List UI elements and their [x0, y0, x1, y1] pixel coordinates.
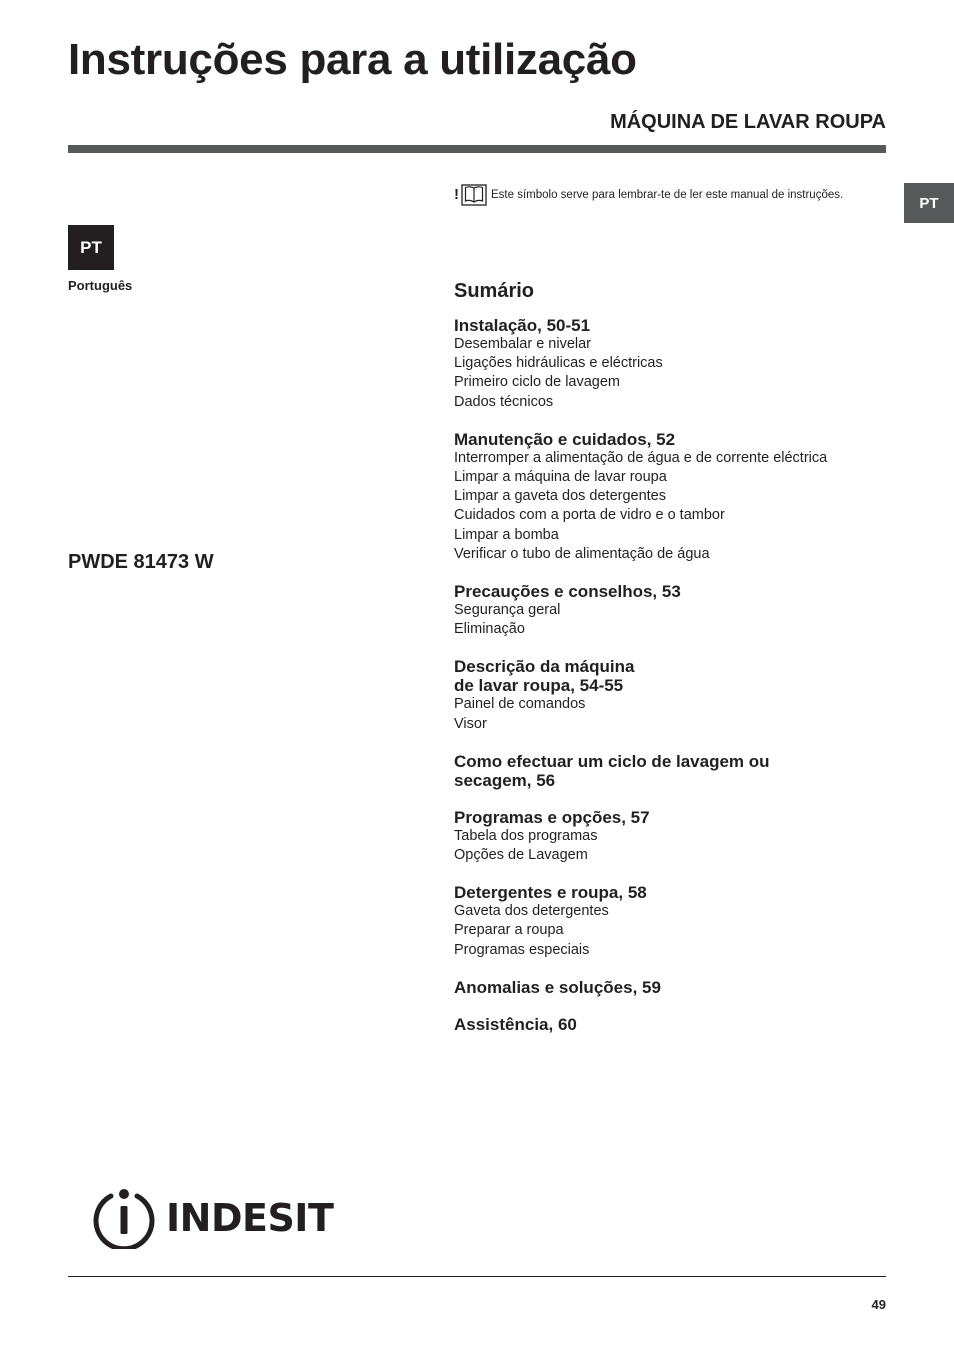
toc-heading: Sumário [454, 280, 535, 302]
toc-section [454, 430, 894, 564]
toc-section [454, 752, 894, 790]
page-title: Instruções para a utilização [68, 35, 637, 84]
toc-item: Gaveta dos detergentes [454, 903, 609, 920]
model-number: PWDE 81473 W [68, 551, 214, 573]
toc-item: Preparar a roupa [454, 922, 564, 939]
indesit-logo-icon [92, 1187, 156, 1249]
language-side-tab: PT [904, 183, 954, 223]
toc-item: Dados técnicos [454, 393, 554, 410]
exclamation-mark: ! [454, 186, 459, 203]
toc-section-title: Assistência, 60 [454, 1014, 577, 1034]
product-type-subtitle: MÁQUINA DE LAVAR ROUPA [610, 111, 886, 133]
toc-item: Cuidados com a porta de vidro e o tambor [454, 507, 725, 524]
toc-item: Limpar a bomba [454, 526, 559, 543]
toc-section-title: Manutenção e cuidados, 52 [454, 429, 676, 449]
toc-section [454, 657, 894, 733]
toc-section [454, 808, 894, 865]
language-badge: PT [68, 225, 114, 270]
toc-item: Painel de comandos [454, 696, 586, 713]
toc-item: Eliminação [454, 621, 525, 638]
toc-item: Limpar a gaveta dos detergentes [454, 488, 666, 505]
toc-section [454, 978, 894, 997]
toc-section [454, 316, 894, 412]
table-of-contents [454, 278, 894, 1052]
toc-item: Limpar a máquina de lavar roupa [454, 469, 667, 486]
toc-item: Primeiro ciclo de lavagem [454, 374, 621, 391]
toc-item: Visor [454, 715, 487, 732]
footer-divider [68, 1276, 886, 1277]
toc-section-title: Programas e opções, 57 [454, 807, 650, 827]
toc-sections [454, 316, 894, 1034]
notice-text: Este símbolo serve para lembrar-te de ler este manual de instruções. [491, 189, 844, 201]
toc-item: Interromper a alimentação de água e de corrente eléctrica [454, 449, 828, 466]
toc-section [454, 883, 894, 960]
toc-section-title: Descrição da máquina de lavar roupa, 54-55 [454, 657, 635, 696]
toc-item: Programas especiais [454, 941, 590, 958]
brand-wordmark: INDESIT [166, 1196, 334, 1240]
header-divider [68, 145, 886, 153]
toc-section [454, 1015, 894, 1034]
language-name: Português [68, 278, 133, 293]
toc-item: Verificar o tubo de alimentação de água [454, 545, 710, 562]
open-book-icon [461, 184, 487, 206]
toc-item: Desembalar e nivelar [454, 336, 592, 352]
toc-section [454, 582, 894, 639]
toc-item: Opções de Lavagem [454, 847, 588, 864]
brand-logo [92, 1187, 333, 1249]
toc-item: Tabela dos programas [454, 827, 598, 844]
toc-section-title: Como efectuar um ciclo de lavagem ou secagem, 56 [454, 751, 770, 790]
toc-item: Segurança geral [454, 602, 561, 619]
toc-section-title: Anomalias e soluções, 59 [454, 977, 661, 997]
toc-section-title: Detergentes e roupa, 58 [454, 883, 647, 903]
manual-notice [454, 184, 843, 206]
toc-section-title: Precauções e conselhos, 53 [454, 582, 681, 602]
toc-item: Ligações hidráulicas e eléctricas [454, 355, 663, 372]
page-number: 49 [871, 1297, 886, 1312]
toc-section-title: Instalação, 50-51 [454, 316, 591, 335]
